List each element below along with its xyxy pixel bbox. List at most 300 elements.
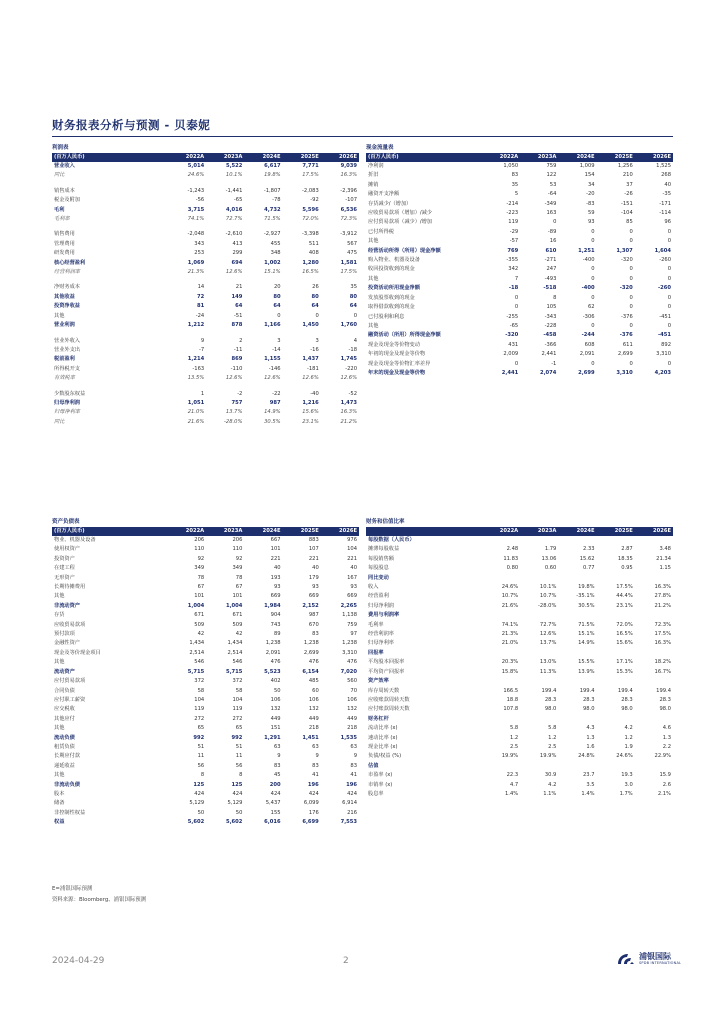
value-cell: 21.0% (501, 640, 519, 647)
table-row (52, 240, 359, 249)
table-row (52, 321, 359, 330)
row-label: 在建工程 (54, 565, 75, 572)
value-cell: 7 (514, 275, 519, 282)
value-cell: 0 (353, 312, 357, 319)
value-cell: -83 (586, 200, 595, 207)
table-row (52, 337, 359, 346)
row-label: 速动比率 (x) (368, 734, 398, 741)
value-cell: 17.1% (616, 659, 633, 666)
value-cell: 4 (353, 337, 357, 344)
value-cell: -260 (658, 285, 671, 292)
row-label: 管理费用 (54, 240, 75, 247)
value-cell: 1,525 (656, 163, 671, 169)
value-cell: 455 (270, 240, 281, 247)
value-cell: 5,523 (264, 668, 281, 675)
table-row (366, 190, 673, 199)
value-cell: 1.7% (619, 790, 633, 797)
row-label: 购入物业、机器及设备 (368, 257, 420, 264)
value-cell: 64 (235, 303, 243, 310)
value-cell: 67 (197, 584, 205, 591)
row-label: 经营盈利 (368, 593, 389, 600)
value-cell: 74.1% (501, 621, 519, 628)
value-cell: 218 (347, 725, 357, 732)
value-cell: 372 (194, 678, 205, 685)
value-cell: 28.3 (583, 696, 595, 703)
row-label: 应收贸易款项（增加）/减少 (368, 210, 432, 217)
value-cell: 15.1% (578, 631, 595, 638)
value-cell: 72 (196, 293, 205, 300)
table-row (366, 752, 673, 761)
row-label: 投资净收益 (54, 303, 80, 310)
header-year-cell: 2023A (520, 527, 558, 536)
table-row (366, 256, 673, 265)
table-row (366, 350, 673, 359)
value-cell: 10.1% (225, 172, 243, 179)
value-cell: 104 (232, 696, 243, 703)
value-cell: 424 (232, 790, 243, 797)
value-cell: 19.8% (578, 584, 595, 591)
value-cell: 2,699 (303, 649, 319, 656)
table-row (52, 724, 359, 733)
value-cell: 30.9 (544, 772, 557, 779)
row-label: 估值 (368, 762, 379, 769)
row-label: 应交税收 (54, 706, 75, 713)
value-cell: 2,152 (302, 602, 319, 609)
value-cell: -1,243 (187, 187, 205, 194)
value-cell: 1,002 (264, 259, 281, 266)
value-cell: 221 (270, 555, 281, 562)
row-label: 市盈率 (x) (368, 772, 393, 779)
value-cell: 1,434 (227, 640, 243, 647)
row-label: 毛利率 (368, 621, 384, 628)
value-cell: -7 (199, 346, 205, 353)
value-cell: 15.9 (659, 772, 671, 779)
row-label: 经营利润率 (368, 631, 394, 638)
row-label: 应付职工薪资 (54, 696, 86, 703)
value-cell: 63 (350, 743, 357, 750)
table-row (52, 602, 359, 611)
spdb-logo-icon (616, 951, 636, 967)
table-row (366, 265, 673, 274)
table-row (366, 331, 673, 340)
value-cell: 45 (273, 772, 281, 779)
value-cell: -376 (620, 313, 633, 320)
table-row (366, 341, 673, 350)
value-cell: 18.2% (654, 659, 671, 666)
value-cell: 4.3 (586, 725, 595, 732)
value-cell: 671 (194, 612, 205, 619)
value-cell: 987 (308, 612, 319, 619)
value-cell: 155 (270, 809, 281, 816)
row-label: 归母净利润 (54, 399, 80, 406)
value-cell: 1.4% (581, 790, 595, 797)
value-cell: 221 (308, 555, 319, 562)
value-cell: 476 (270, 659, 281, 666)
row-label: 同比变动 (368, 574, 389, 581)
row-label: 长期待摊费用 (54, 584, 86, 591)
value-cell: 218 (308, 725, 319, 732)
value-cell: -518 (543, 285, 557, 292)
value-cell: 179 (308, 574, 319, 581)
value-cell: 93 (587, 219, 595, 226)
value-cell: 41 (350, 772, 357, 779)
value-cell: 1.4% (505, 790, 519, 797)
table-row (52, 630, 359, 639)
table-row (366, 630, 673, 639)
value-cell: 0 (667, 275, 671, 282)
source-notes (52, 884, 146, 906)
row-label: 每股数据（人民币） (368, 537, 415, 543)
value-cell: 0.60 (544, 565, 557, 572)
value-cell: 8 (239, 772, 243, 779)
value-cell: 0 (514, 304, 519, 311)
cashflow-panel (366, 143, 673, 378)
table-row (366, 555, 673, 564)
value-cell: 67 (235, 584, 243, 591)
row-label: 销售费用 (54, 231, 75, 238)
table-row (366, 696, 673, 705)
header-year-cell: 2026E (321, 153, 359, 162)
value-cell: 200 (269, 781, 281, 788)
value-cell: 93 (273, 584, 281, 591)
value-cell (597, 762, 635, 771)
value-cell: 0 (591, 238, 595, 245)
table-row (366, 313, 673, 322)
value-cell: 2.2 (662, 743, 671, 750)
value-cell: 2,441 (541, 351, 557, 358)
value-cell: 509 (194, 621, 205, 628)
value-cell: 546 (232, 659, 243, 666)
header-year-cell: 2023A (206, 527, 244, 536)
table-row (52, 583, 359, 592)
value-cell: 1 (200, 390, 205, 397)
table-row (366, 275, 673, 284)
row-label: 租赁负债 (54, 743, 75, 750)
value-cell: 1,473 (340, 399, 357, 406)
value-cell: 0 (629, 238, 633, 245)
value-cell: 6,617 (264, 163, 281, 169)
value-cell (635, 762, 673, 771)
row-label: 现金及现金等价物变动 (368, 341, 420, 348)
value-cell: 0 (591, 266, 595, 273)
value-cell: 17.5% (654, 631, 671, 638)
value-cell: 20.3% (501, 659, 519, 666)
value-cell (482, 536, 520, 545)
value-cell: -40 (310, 390, 319, 397)
table-row (52, 355, 359, 364)
value-cell: -355 (506, 257, 519, 264)
value-cell (558, 677, 596, 686)
value-cell (482, 715, 520, 724)
header-year-cell: 2026E (635, 153, 673, 162)
value-cell: 72.3% (340, 216, 357, 223)
value-cell: 1.3 (662, 734, 671, 741)
table-row (366, 781, 673, 790)
value-cell: -1,441 (225, 187, 243, 194)
value-cell: 167 (347, 574, 357, 581)
value-cell: 23.1% (616, 602, 633, 609)
table-row (52, 639, 359, 648)
value-cell: 1.2 (548, 734, 557, 741)
row-label: 其他 (54, 593, 65, 600)
value-cell: -366 (544, 341, 557, 348)
value-cell: 21.2% (340, 418, 357, 425)
value-cell: 6,914 (342, 800, 357, 807)
value-cell: 2.5 (548, 743, 557, 750)
row-label: 其他 (54, 659, 65, 666)
value-cell: 21.3% (501, 631, 519, 638)
value-cell (520, 574, 558, 583)
value-cell: 40 (273, 565, 281, 572)
table-row (52, 799, 359, 808)
value-cell: 14.9% (578, 640, 595, 647)
row-label: 核心经营盈利 (54, 259, 86, 266)
table-row (366, 369, 673, 378)
value-cell: 22.9% (654, 753, 671, 760)
value-cell: 299 (232, 250, 243, 257)
table-row (52, 564, 359, 573)
value-cell: 1,450 (302, 322, 319, 329)
value-cell: -2,610 (225, 231, 243, 238)
row-label: 其他应付 (54, 715, 75, 722)
value-cell: 21.0% (187, 409, 205, 416)
table-row (52, 374, 359, 383)
value-cell: 59 (587, 210, 595, 217)
value-cell: 2,699 (617, 351, 633, 358)
value-cell: 21.2% (654, 602, 671, 609)
header-year-cell: 2025E (597, 153, 635, 162)
value-cell: 6,536 (340, 206, 357, 213)
value-cell: 199.4 (656, 687, 671, 694)
page-number: 2 (343, 956, 349, 966)
value-cell: 2.33 (583, 546, 595, 553)
value-cell: 8 (553, 294, 557, 301)
row-label: 流动负债 (54, 734, 75, 741)
value-cell: 40 (350, 565, 357, 572)
value-cell: 13.7% (225, 409, 243, 416)
value-cell: 1,280 (302, 259, 319, 266)
value-cell: -18 (348, 346, 357, 353)
value-cell: 247 (546, 266, 557, 273)
value-cell: 19.9% (501, 753, 519, 760)
value-cell: 424 (270, 790, 281, 797)
value-cell: 154 (584, 172, 595, 179)
value-cell: 4,732 (264, 206, 281, 213)
table-row (52, 196, 359, 205)
value-cell: 199.4 (579, 687, 595, 694)
value-cell: -26 (624, 191, 633, 198)
value-cell: 104 (347, 546, 357, 553)
value-cell (558, 536, 596, 545)
table-row (52, 230, 359, 239)
row-label: 其他 (54, 725, 65, 732)
row-label: 净财务成本 (54, 284, 80, 291)
value-cell: 193 (270, 574, 281, 581)
value-cell: 64 (273, 303, 281, 310)
value-cell: -400 (582, 257, 595, 264)
value-cell: 63 (273, 743, 281, 750)
value-cell: 3.48 (659, 546, 671, 553)
table-row (52, 206, 359, 215)
value-cell: 1,451 (302, 734, 319, 741)
value-cell: 93 (350, 584, 357, 591)
row-label: 每股股息 (368, 565, 389, 572)
value-cell: 1.15 (659, 565, 671, 572)
header-year-cell: 2024E (558, 527, 596, 536)
value-cell: 105 (546, 304, 557, 311)
row-label: 存货 (54, 612, 65, 619)
value-cell: 511 (308, 240, 319, 247)
value-cell: 0 (591, 275, 595, 282)
value-cell: 196 (346, 781, 357, 788)
value-cell: 16.3% (340, 172, 357, 179)
value-cell: -107 (345, 197, 357, 204)
value-cell: -255 (506, 313, 519, 320)
value-cell: 4.7 (509, 781, 519, 788)
value-cell: 5,014 (187, 163, 205, 169)
row-label: 税前盈利 (54, 356, 75, 363)
table-row (52, 293, 359, 302)
value-cell: 3 (277, 337, 281, 344)
value-cell: -2,048 (187, 231, 205, 238)
value-cell: 24.6% (616, 753, 633, 760)
value-cell: 759 (546, 163, 557, 169)
row-label: 毛利率 (54, 216, 70, 223)
value-cell: 199.4 (617, 687, 633, 694)
value-cell: -181 (306, 365, 319, 372)
income-statement-title: 利润表 (52, 145, 69, 151)
value-cell: 72.7% (225, 216, 243, 223)
value-cell: -349 (544, 200, 557, 207)
value-cell: 16.7% (654, 668, 671, 675)
value-cell: 23.1% (302, 418, 319, 425)
table-header-row (366, 527, 673, 536)
value-cell: 546 (194, 659, 205, 666)
value-cell (635, 677, 673, 686)
table-row (52, 162, 359, 171)
value-cell: 34 (587, 181, 595, 188)
value-cell: 342 (508, 266, 519, 273)
table-row (366, 322, 673, 331)
value-cell: 104 (194, 696, 205, 703)
value-cell: 1,291 (264, 734, 281, 741)
value-cell: 408 (308, 250, 319, 257)
value-cell: 2,514 (227, 649, 243, 656)
value-cell: 1.3 (586, 734, 595, 741)
table-row (366, 602, 673, 611)
value-cell: 610 (545, 247, 557, 254)
value-cell: 21.3% (187, 269, 205, 276)
table-row (366, 762, 673, 771)
value-cell: 64 (311, 303, 319, 310)
value-cell: 122 (546, 172, 557, 179)
value-cell: 992 (193, 734, 205, 741)
row-label: 流动比率 (x) (368, 725, 398, 732)
row-label: 应付账款周转天数 (368, 706, 410, 713)
value-cell: 176 (308, 809, 319, 816)
value-cell: 992 (231, 734, 243, 741)
value-cell: 44.4% (616, 593, 633, 600)
value-cell: 12.6% (225, 269, 243, 276)
row-label: 其他收益 (54, 293, 75, 300)
value-cell: 51 (235, 743, 243, 750)
table-row (366, 228, 673, 237)
value-cell: 4,016 (225, 206, 243, 213)
ratios-table (366, 527, 673, 799)
row-label: 销售成本 (54, 187, 75, 194)
table-row (52, 705, 359, 714)
table-row (52, 215, 359, 224)
value-cell: 1,004 (225, 602, 243, 609)
value-cell: 0 (667, 266, 671, 273)
value-cell: -24 (195, 312, 205, 319)
header-year-cell: 2022A (168, 527, 206, 536)
value-cell (597, 677, 635, 686)
value-cell: 15.5% (578, 659, 595, 666)
header-year-cell: 2025E (283, 153, 321, 162)
row-label: 税金及附加 (54, 197, 80, 204)
row-label: 归母净利率 (368, 640, 394, 647)
value-cell: -18 (508, 285, 519, 292)
table-row (52, 574, 359, 583)
value-cell: 206 (194, 537, 205, 543)
row-label: 权益 (54, 819, 65, 826)
row-label: 金融性资产 (54, 640, 80, 647)
value-cell: 119 (194, 706, 205, 713)
table-row (366, 162, 673, 171)
balance-sheet-panel (52, 517, 359, 828)
value-cell: -65 (509, 322, 519, 329)
value-cell: 1,216 (302, 399, 319, 406)
value-cell: 0 (629, 294, 633, 301)
value-cell: -400 (581, 285, 595, 292)
value-cell: 16.3% (654, 640, 671, 647)
value-cell: 1.2 (509, 734, 519, 741)
value-cell: 132 (347, 706, 357, 713)
value-cell: 16.3% (654, 584, 671, 591)
value-cell: 80 (349, 293, 357, 300)
value-cell: 1,214 (187, 356, 205, 363)
row-label: 储备 (54, 800, 65, 807)
value-cell: 669 (270, 593, 281, 600)
value-cell: 71.5% (578, 621, 595, 628)
value-cell: 869 (231, 356, 243, 363)
value-cell: 6,099 (303, 800, 319, 807)
value-cell: 80 (273, 293, 281, 300)
value-cell: 0.77 (583, 565, 595, 572)
row-label: 费用与利润率 (368, 612, 400, 619)
row-label: 有效税率 (54, 375, 75, 382)
value-cell: 80 (311, 293, 319, 300)
row-label: 所得税开支 (54, 365, 80, 372)
value-cell: 3,310 (616, 369, 633, 376)
value-cell: 4,203 (654, 369, 671, 376)
value-cell: 1,166 (264, 322, 281, 329)
value-cell: 15.8% (501, 668, 519, 675)
value-cell: 11.3% (539, 668, 557, 675)
value-cell: -89 (547, 228, 557, 235)
value-cell: 2,441 (501, 369, 519, 376)
value-cell: 4.2 (624, 725, 633, 732)
value-cell: 0 (667, 228, 671, 235)
ratios-panel (366, 517, 673, 799)
value-cell: 1,051 (187, 399, 205, 406)
row-label: 流动资产 (54, 668, 75, 675)
table-row (366, 200, 673, 209)
row-label: 非控制性权益 (54, 809, 86, 816)
row-label: 长期应付款 (54, 753, 80, 760)
value-cell: 671 (232, 612, 243, 619)
